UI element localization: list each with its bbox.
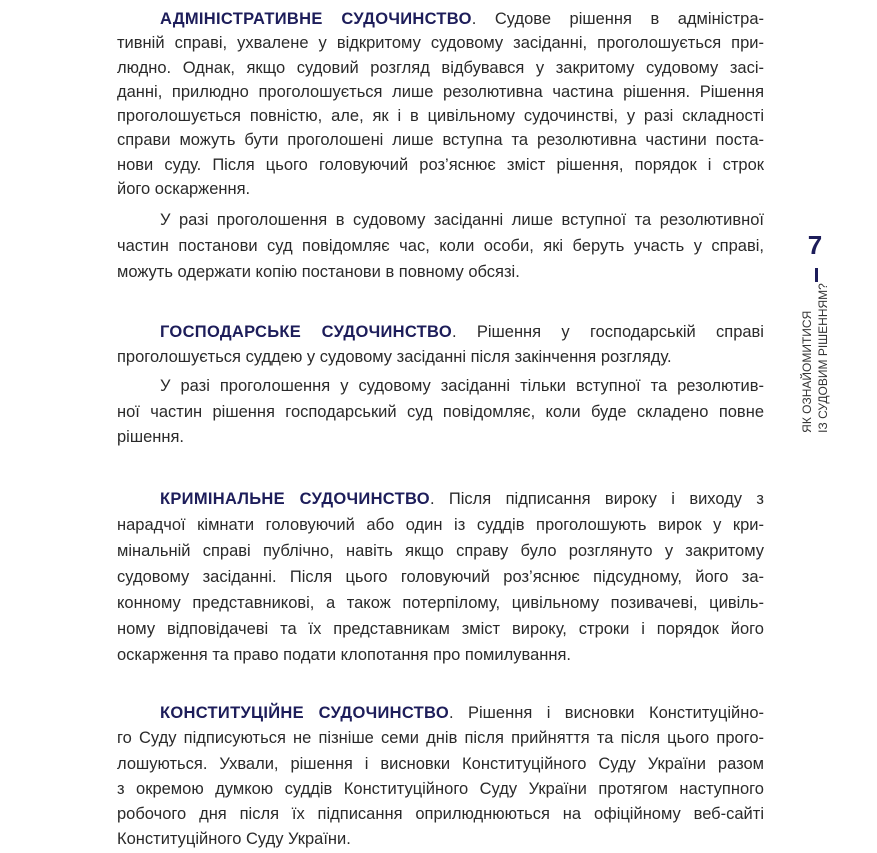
text-line	[117, 590, 764, 616]
running-title	[799, 283, 831, 433]
line-text: судовому засіданні. Після цього головуючий роз’яснює підсудному, його за-	[117, 568, 764, 586]
text-line	[117, 827, 764, 852]
text-line	[117, 726, 764, 751]
text-line	[117, 701, 764, 726]
line-text: лошуються. Ухвали, рішення і висновки Конституційного Суду України разом	[117, 754, 764, 773]
line-text: робочого дня після їх підписання оприлюднюються на офіційному веб-сайті	[117, 805, 764, 824]
text-line	[117, 128, 764, 152]
line-text: данні, прилюдно проголошується лише резолютивна частина рішення. Рішення	[117, 82, 764, 101]
section-constitutional	[117, 701, 764, 853]
line-text: . Судове рішення в адміністра-	[471, 10, 765, 28]
text-line	[117, 802, 764, 827]
text-line	[117, 400, 764, 426]
section-heading: ГОСПОДАРСЬКЕ СУДОЧИНСТВО	[160, 323, 452, 341]
paragraph-administrative-2	[117, 207, 764, 285]
text-line	[117, 31, 764, 55]
text-line	[117, 259, 764, 285]
running-title-line: ЯК ОЗНАЙОМИТИСЯ	[800, 310, 814, 433]
page-number-divider	[815, 268, 818, 282]
text-line	[117, 80, 764, 104]
line-text: мінальній справі публічно, навіть якщо справу було розглянуто у закритому	[117, 542, 764, 560]
line-text: У разі проголошення у судовому засіданні тільки вступної та резолютив-	[160, 377, 764, 395]
text-line	[117, 233, 764, 259]
line-text: ної частин рішення господарський суд повідомляє, коли буде складено повне	[117, 402, 764, 421]
line-text: нарадчої кімнати головуючий або один із суддів проголошують вирок у кри-	[117, 516, 764, 534]
text-line	[117, 486, 764, 512]
line-text: людно. Однак, якщо судовий розгляд відбувався у закритому судовому засі-	[117, 58, 764, 77]
page-number: 7	[807, 230, 823, 260]
text-line	[117, 56, 764, 80]
line-text: У разі проголошення в судовому засіданні лише вступної та резолютивної	[160, 211, 764, 229]
section-heading: КРИМІНАЛЬНЕ СУДОЧИНСТВО	[160, 490, 430, 508]
section-criminal	[117, 486, 764, 668]
text-line	[117, 752, 764, 777]
line-text: оскарження та право подати клопотання про помилування.	[117, 646, 571, 664]
text-line	[117, 104, 764, 128]
line-text: можуть одержати копію постанови в повному обсязі.	[117, 263, 520, 281]
section-administrative	[117, 7, 764, 201]
text-line	[117, 7, 764, 31]
line-text: . Після підписання вироку і виходу з	[429, 490, 764, 508]
text-line	[117, 616, 764, 642]
line-text: конному представникові, а також потерпілому, цивільному позивачеві, цивіль-	[117, 594, 764, 612]
line-text: справи можуть бути проголошені лише вступна та резолютивна частини поста-	[117, 131, 764, 150]
line-text: ному відповідачеві та їх представникам зміст вироку, строки і порядок його	[117, 620, 764, 638]
text-line	[117, 345, 764, 370]
text-line	[117, 512, 764, 538]
line-text: нови суду. Після цього головуючий роз’яснює зміст рішення, порядок і строк	[117, 155, 764, 174]
line-text: . Рішення і висновки Конституційно-	[448, 704, 764, 722]
text-line	[117, 642, 764, 668]
text-line	[117, 538, 764, 564]
running-title-line: ІЗ СУДОВИМ РІШЕННЯМ?	[816, 283, 830, 433]
section-heading: КОНСТИТУЦІЙНЕ СУДОЧИНСТВО	[160, 704, 449, 722]
section-commercial	[117, 320, 764, 370]
text-line	[117, 374, 764, 400]
line-text: його оскарження.	[117, 180, 251, 199]
text-line	[117, 777, 764, 802]
text-line	[117, 153, 764, 177]
line-text: тивній справі, ухвалене у відкритому судовому засіданні, проголошується при-	[117, 34, 764, 53]
text-line	[117, 207, 764, 233]
line-text: Конституційного Суду України.	[117, 830, 351, 849]
text-line	[117, 425, 764, 451]
text-line	[117, 177, 764, 201]
paragraph-commercial-2	[117, 374, 764, 451]
section-heading: АДМІНІСТРАТИВНЕ СУДОЧИНСТВО	[160, 10, 472, 28]
line-text: рішення.	[117, 428, 184, 446]
text-line	[117, 320, 764, 345]
line-text: з окремою думкою суддів Конституційного Суду України протягом наступного	[117, 779, 764, 798]
line-text: проголошується повністю, але, як і в цивільному судочинстві, у разі складності	[117, 107, 764, 126]
line-text: проголошується суддею у судовому засіданні після закінчення розгляду.	[117, 348, 672, 366]
text-line	[117, 564, 764, 590]
line-text: частин постанови суд повідомляє час, коли особи, які беруть участь у справі,	[117, 237, 764, 255]
line-text: . Рішення у господарській справі	[451, 323, 764, 341]
line-text: го Суду підписуються не пізніше семи днів після прийняття та після цього прого-	[117, 729, 764, 748]
